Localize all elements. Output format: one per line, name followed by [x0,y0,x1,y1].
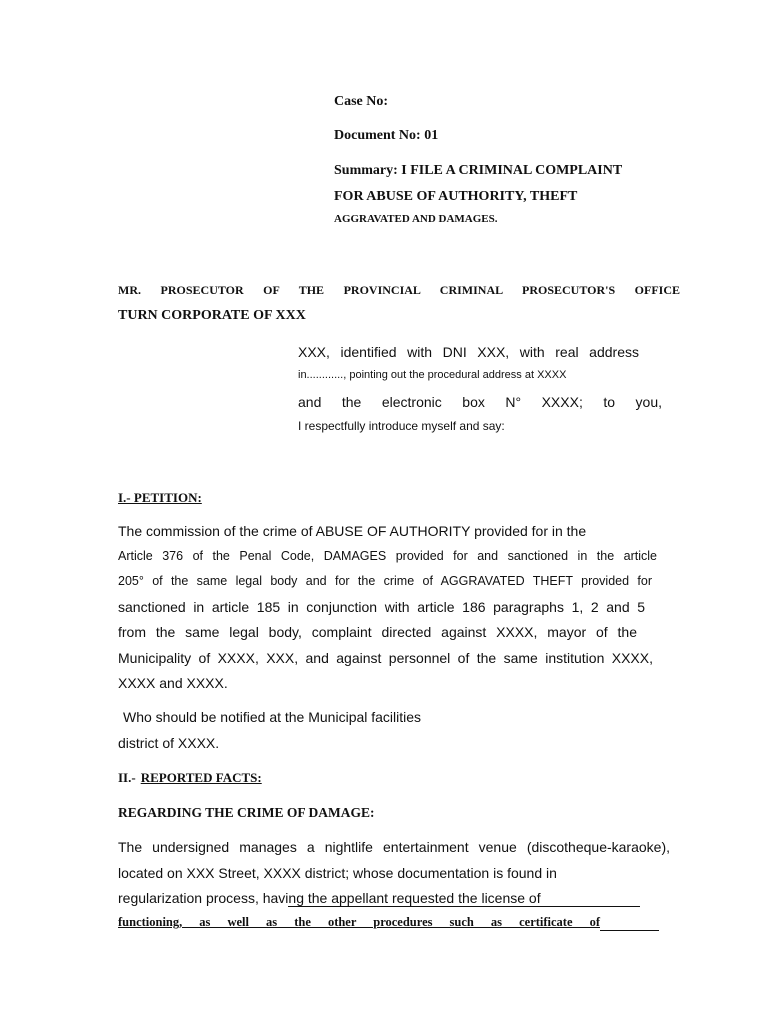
addressee-line-1: MR. PROSECUTOR OF THE PROVINCIAL CRIMINAL PROSECUTOR'S OFFICE [118,283,680,297]
addressee-line-2: TURN CORPORATE OF XXX [118,308,306,323]
intro-line-1: XXX, identified with DNI XXX, with real address [298,344,639,360]
facts-line-4: functioning, as well as the other procedures such as certificate of [118,915,600,929]
petition-line-5: from the same legal body, complaint directed against XXXX, mayor of the [118,624,637,640]
petition-line-1: The commission of the crime of ABUSE OF AUTHORITY provided for in the [118,523,587,539]
intro-line-2: in............, pointing out the procedural address at XXXX [298,369,567,381]
document-number: Document No: 01 [334,128,439,143]
petition-line-6: Municipality of XXXX, XXX, and against personnel of the same institution XXXX, [118,650,653,666]
petition-line-2: Article 376 of the Penal Code, DAMAGES provided for and sanctioned in the article [118,549,657,563]
notify-line-2: district of XXXX. [118,735,220,751]
facts-line-3-underlined: ng the appellant requested the license of [288,891,640,907]
petition-line-3: 205° of the same legal body and for the crime of AGGRAVATED THEFT provided for [118,574,652,588]
facts-heading-prefix: II.- [118,770,136,785]
facts-subheading: REGARDING THE CRIME OF DAMAGE: [118,805,375,820]
intro-line-4: I respectfully introduce myself and say: [298,419,505,433]
petition-heading: I.- PETITION: [118,490,202,505]
facts-line-3 [118,890,640,907]
petition-line-4: sanctioned in article 185 in conjunction with article 186 paragraphs 1, 2 and 5 [118,599,645,615]
facts-line-3-plain: regularization process, havi [118,890,289,906]
summary-line-1: Summary: I FILE A CRIMINAL COMPLAINT [334,163,623,178]
facts-line-4-underline-tail [600,930,659,931]
summary-line-2: FOR ABUSE OF AUTHORITY, THEFT [334,189,578,204]
petition-line-7: XXXX and XXXX. [118,675,228,691]
facts-heading-title-text: REPORTED FACTS: [140,770,262,785]
notify-line-1: Who should be notified at the Municipal facilities [123,709,422,725]
case-number: Case No: [334,94,389,109]
facts-heading-title [136,770,318,786]
facts-line-1: The undersigned manages a nightlife entertainment venue (discotheque-karaoke), [118,839,670,855]
summary-line-3: AGGRAVATED AND DAMAGES. [334,213,498,225]
facts-line-2: located on XXX Street, XXXX district; whose documentation is found in [118,865,557,881]
intro-line-3: and the electronic box N° XXXX; to you, [298,394,662,410]
facts-heading [118,770,318,786]
